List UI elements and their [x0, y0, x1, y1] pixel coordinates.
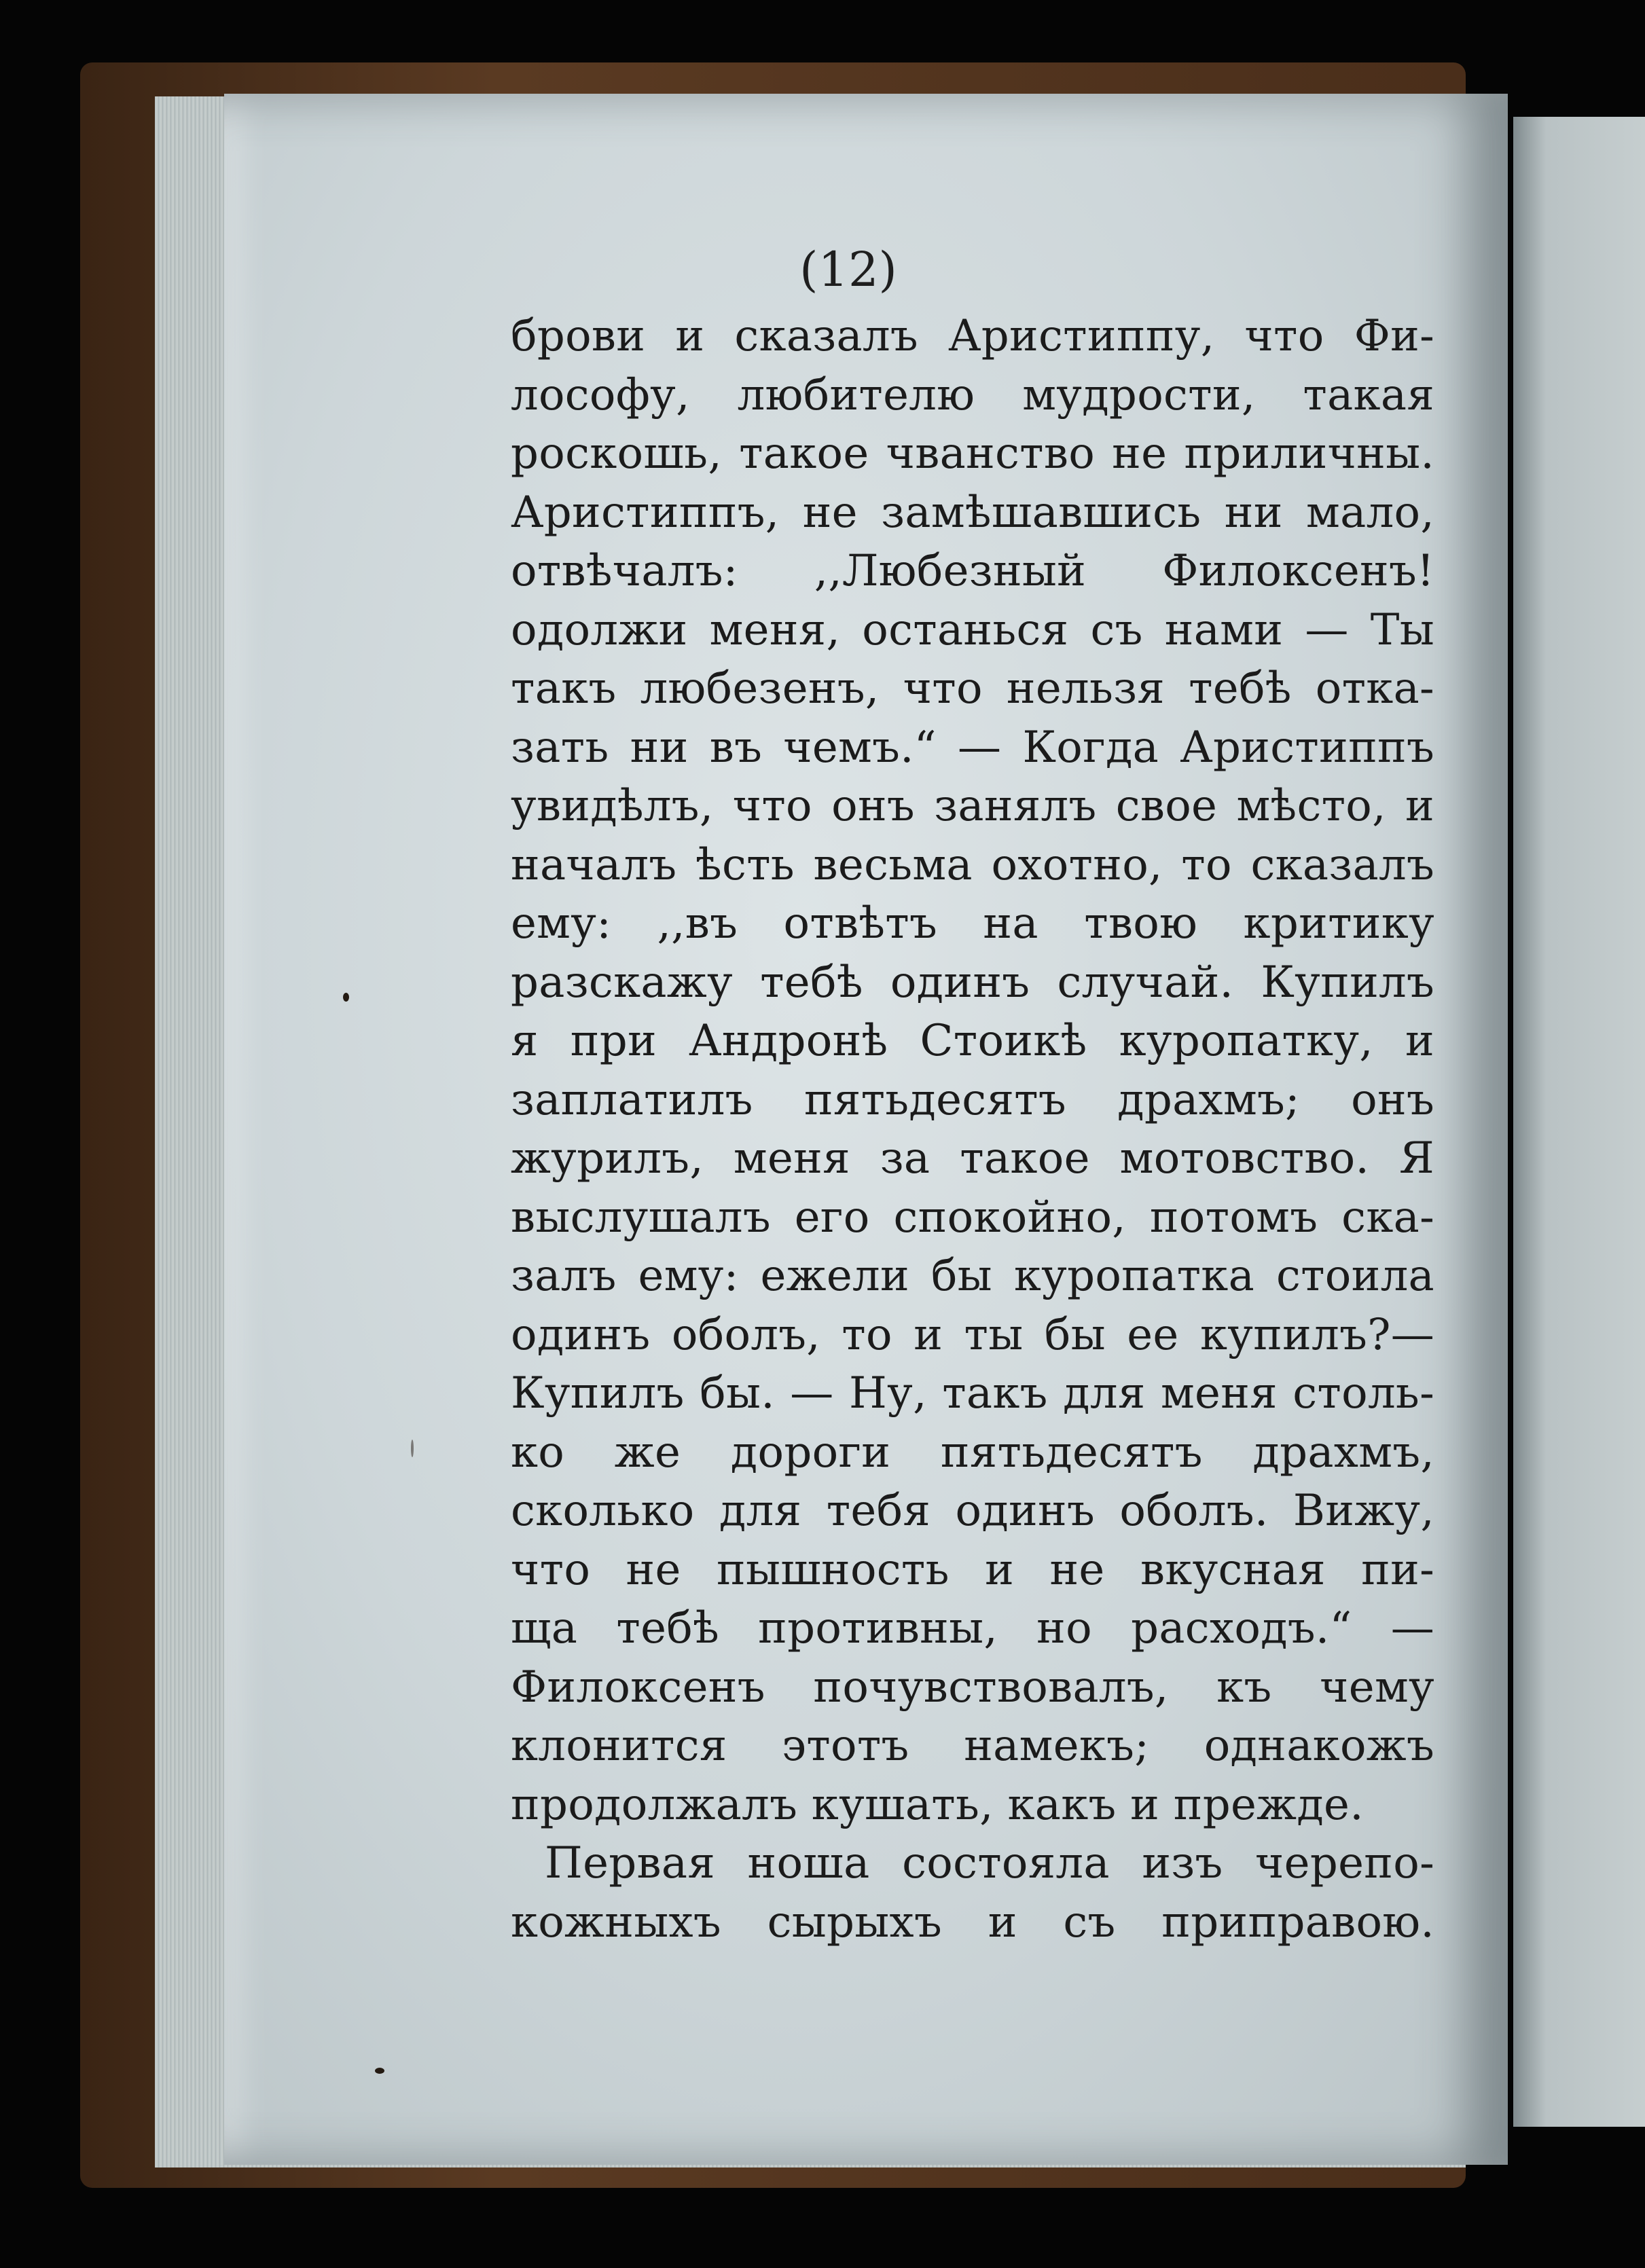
text-line: брови и сказалъ Аристиппу, что Фи- [511, 311, 1434, 361]
text-line: лософу, любителю мудрости, такая [511, 369, 1434, 420]
text-line: я при Андронѣ Стоикѣ куропатку, и [511, 1016, 1434, 1066]
text-line: ко же дороги пятьдесятъ драхмъ, [511, 1427, 1434, 1478]
text-line: такъ любезенъ, что нельзя тебѣ отка- [511, 663, 1434, 714]
text-line: одолжи меня, останься съ нами — Ты [511, 604, 1434, 655]
page-text [511, 307, 1434, 1952]
text-line: кожныхъ сырыхъ и съ приправою. [511, 1897, 1434, 1947]
ink-speck [411, 1440, 414, 1457]
text-line: сколько для тебя одинъ оболъ. Вижу, [511, 1486, 1434, 1536]
text-line: одинъ оболъ, то и ты бы ее купилъ?— [511, 1309, 1434, 1360]
text-line: журилъ, меня за такое мотовство. Я [511, 1133, 1434, 1184]
text-line: что не пышность и не вкусная пи- [511, 1544, 1434, 1595]
ink-speck [343, 993, 349, 1002]
text-line: зать ни въ чемъ.“ — Когда Аристиппъ [511, 722, 1434, 773]
text-line: заплатилъ пятьдесятъ драхмъ; онъ [511, 1074, 1434, 1125]
page-number: (12) [799, 242, 897, 297]
text-line: увидѣлъ, что онъ занялъ свое мѣсто, и [511, 781, 1434, 831]
text-line: Аристиппъ, не замѣшавшись ни мало, [511, 487, 1434, 538]
text-line: отвѣчалъ: ,,Любезный Филоксенъ! [511, 546, 1434, 596]
text-line: залъ ему: ежели бы куропатка стоила [511, 1251, 1434, 1301]
ink-speck [375, 2068, 384, 2074]
text-line: ему: ,,въ отвѣтъ на твою критику [511, 898, 1434, 949]
text-line: Первая ноша состояла изъ черепо- [545, 1838, 1434, 1888]
text-line: Купилъ бы. — Ну, такъ для меня столь- [511, 1368, 1434, 1419]
text-line: клонится этотъ намекъ; однакожъ [511, 1721, 1434, 1771]
text-line: началъ ѣсть весьма охотно, то сказалъ [511, 839, 1434, 890]
text-line: продолжалъ кушать, какъ и прежде. [511, 1779, 1364, 1830]
text-line: роскошь, такое чванство не приличны. [511, 428, 1434, 479]
facing-page [1513, 117, 1645, 2127]
text-line: разскажу тебѣ одинъ случай. Купилъ [511, 957, 1434, 1008]
text-line: ща тебѣ противны, но расходъ.“ — [511, 1603, 1434, 1653]
text-line: выслушалъ его спокойно, потомъ ска- [511, 1192, 1434, 1243]
text-line: Филоксенъ почувствовалъ, къ чему [511, 1662, 1434, 1713]
